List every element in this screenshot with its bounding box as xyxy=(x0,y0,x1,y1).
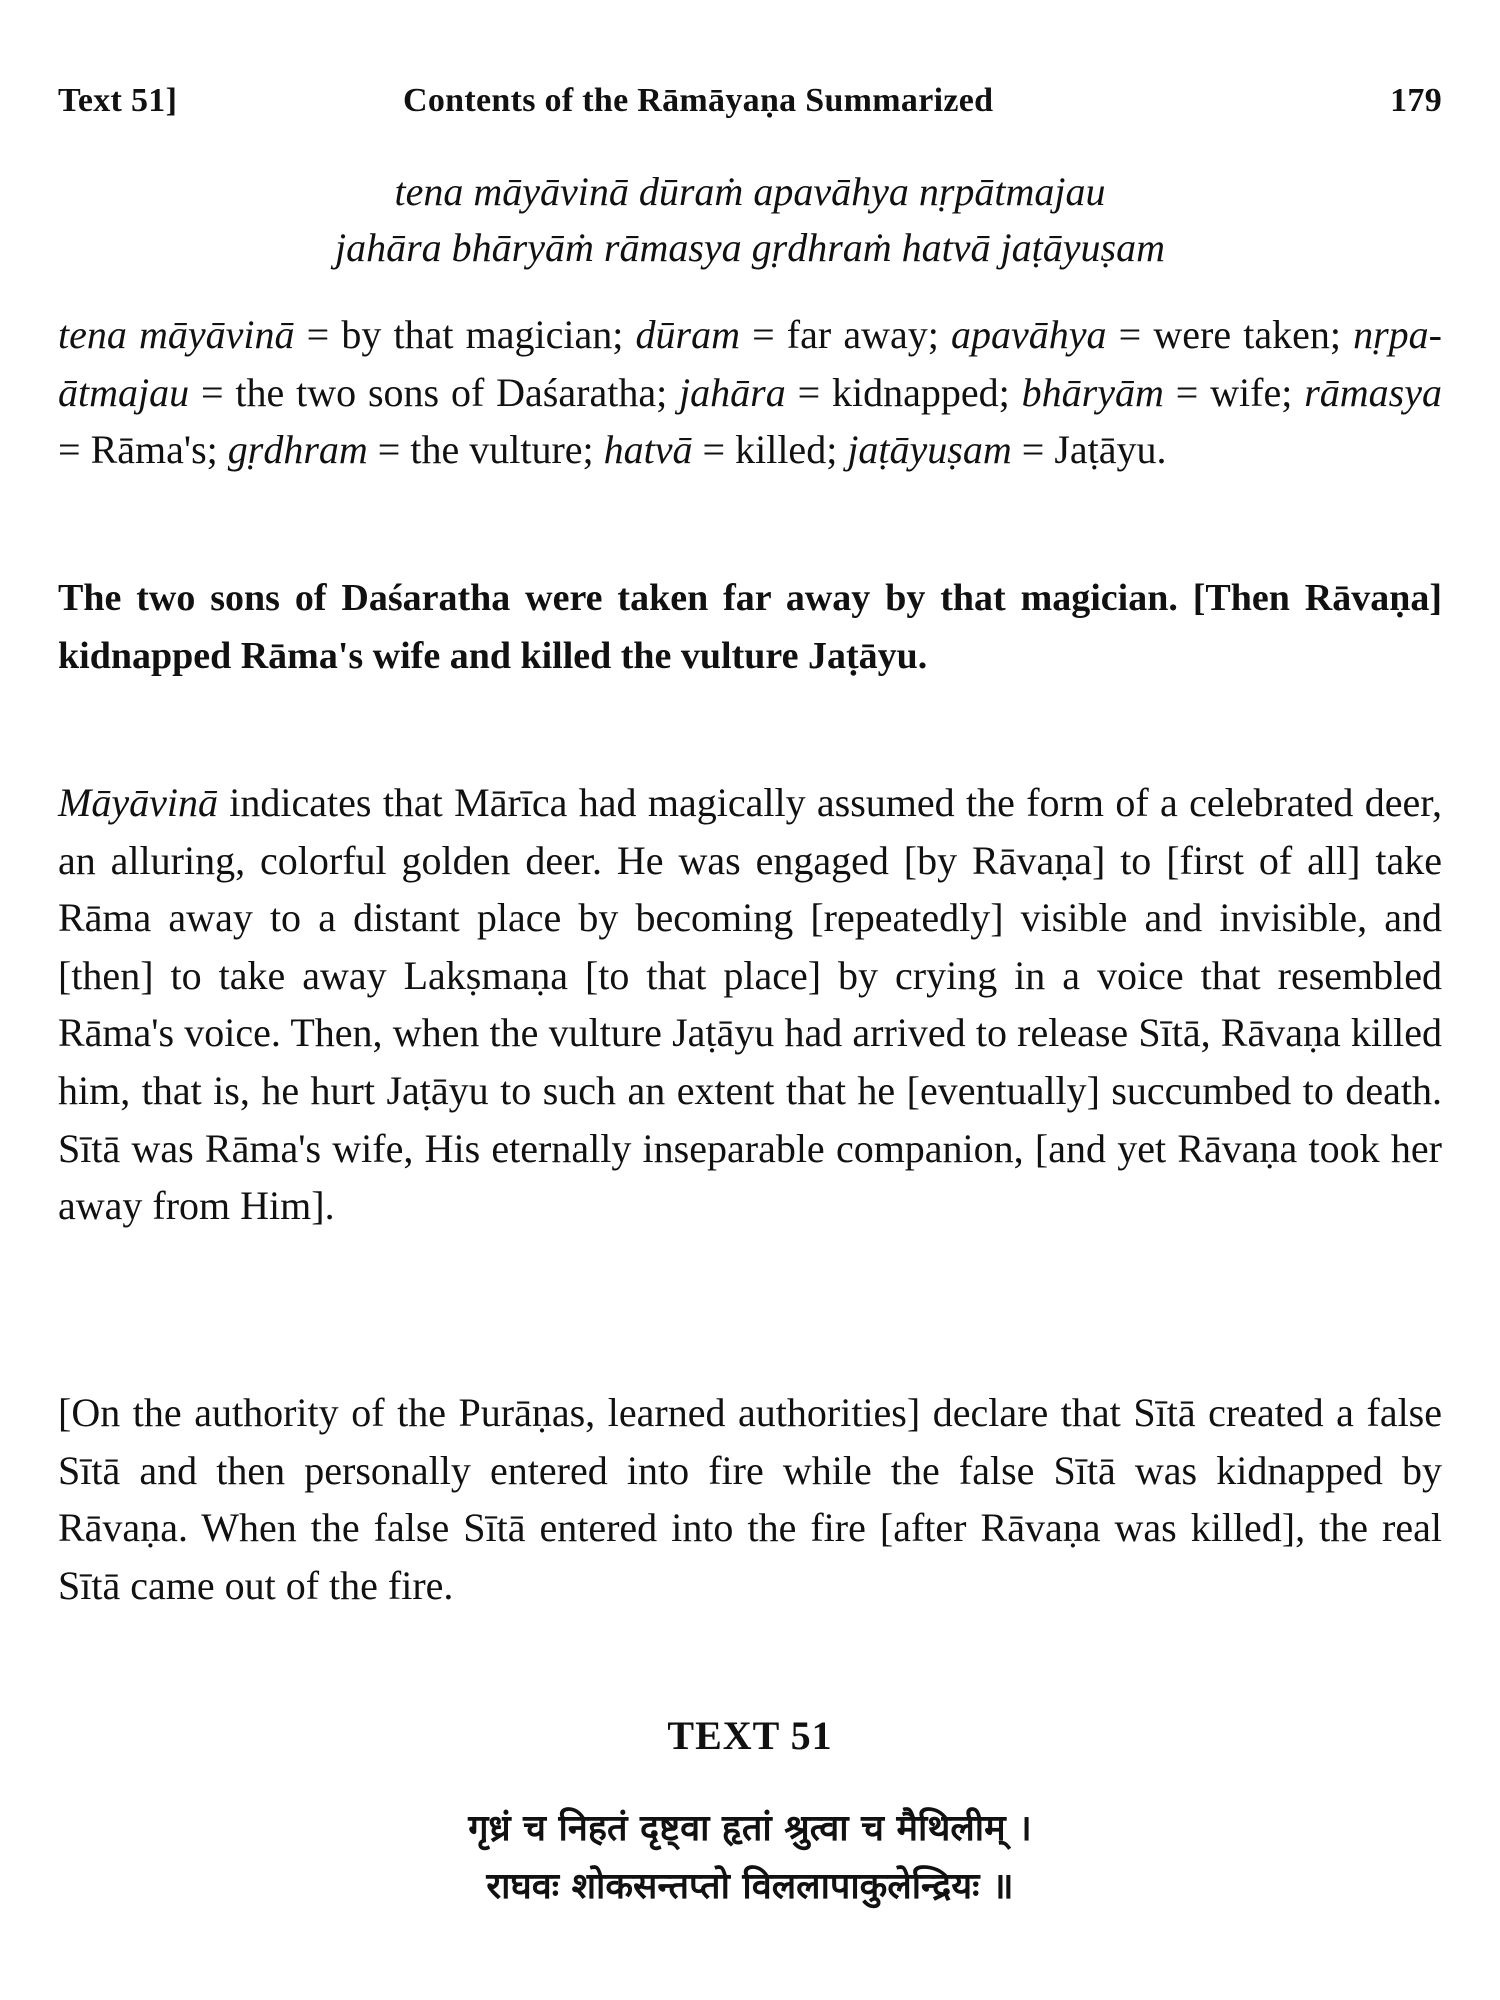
verse-line-2: jahāra bhāryāṁ rāmasya gṛdhraṁ hatvā jaṭāyuṣam xyxy=(335,225,1165,270)
synonym-meaning: Jaṭāyu. xyxy=(1054,427,1167,473)
synonym-term: rāmasya xyxy=(1304,369,1442,415)
translation-paragraph: The two sons of Daśaratha were taken far away by that magician. [Then Rāvaṇa] kidnapped Rāma's wife and killed the vulture Jaṭāyu. xyxy=(58,577,1442,677)
running-head xyxy=(58,82,1442,122)
text-heading: TEXT 51 xyxy=(667,1713,833,1758)
devanagari-line-2: राघवः शोकसन्तप्तो विललापाकुलेन्द्रियः ॥ xyxy=(486,1866,1014,1907)
verse-line-1: tena māyāvinā dūraṁ apavāhya nṛpātmajau xyxy=(394,169,1106,214)
purport-paragraph-1 xyxy=(58,774,1442,1235)
synonym-term: jahāra xyxy=(679,369,786,415)
transliterated-verse xyxy=(0,164,1500,276)
synonym-meaning: by that magician xyxy=(341,312,613,357)
synonym-meaning: killed xyxy=(735,427,827,473)
synonym-meaning: Rāma's xyxy=(90,427,207,473)
purport-term: Māyāvinā xyxy=(58,780,218,825)
synonym-meaning: the two sons of Daśaratha xyxy=(235,369,657,415)
synonym-term: gṛdhram xyxy=(227,427,368,473)
synonym-term: bhāryām xyxy=(1021,369,1164,415)
page-number: 179 xyxy=(1390,82,1442,119)
header-chapter-title: Contents of the Rāmāyaṇa Summarized xyxy=(403,82,994,119)
purport-paragraph-2: [On the authority of the Purāṇas, learned authorities] declare that Sītā created a false Sītā and then personally entered into fire while the false Sītā was kidnapped by Rāvaṇa. When the false Sītā entered into the fire [after Rāvaṇa was killed], the real Sītā came out of the fire. xyxy=(58,1390,1442,1608)
synonym-meaning: far away xyxy=(786,312,928,357)
synonym-meaning: the vulture xyxy=(410,427,583,473)
devanagari-verse xyxy=(0,1800,1500,1916)
synonym-term: hatvā xyxy=(603,427,693,473)
synonym-meaning: kidnapped xyxy=(832,369,999,415)
synonym-meaning: wife xyxy=(1210,369,1282,415)
header-text-reference: Text 51] xyxy=(58,82,178,119)
synonyms-paragraph: tena māyāvinā = by that magician; dūram = far away; apavāhya = were taken; nṛpa-ātmajau = the two sons of Daśaratha; jahāra = kidnapped; bhāryām = wife; rāmasya = Rāma's; gṛdhram = the vulture; hatvā = killed; jaṭāyuṣam = Jaṭāyu. xyxy=(58,312,1442,473)
synonym-term: jaṭāyuṣam xyxy=(847,427,1012,473)
devanagari-line-1: गृध्रं च निहतं दृष्ट्वा हृतां श्रुत्वा च मैथिलीम् । xyxy=(468,1808,1032,1849)
synonym-term: tena māyāvinā xyxy=(58,312,295,357)
synonym-term: dūram xyxy=(635,312,740,357)
synonym-term: apavāhya xyxy=(951,312,1107,357)
synonym-term: nṛpa-ātmajau xyxy=(58,312,1442,415)
synonym-meaning: were taken xyxy=(1153,312,1330,357)
purport-text: indicates that Mārīca had magically assumed the form of a celebrated deer, an alluring, colorful golden deer. He was engaged [by Rāvaṇa] to [first of all] take Rāma away to a distant place by becoming [repeatedly] visible and invisible, and [then] to take away Lakṣmaṇa [to that place] by crying in a voice that resembled Rāma's voice. Then, when the vulture Jaṭāyu had arrived to release Sītā, Rāvaṇa killed him, that is, he hurt Jaṭāyu to such an extent that he [eventually] succumbed to death. Sītā was Rāma's wife, His eternally inseparable companion, [and yet Rāvaṇa took her away from Him]. xyxy=(58,780,1442,1229)
